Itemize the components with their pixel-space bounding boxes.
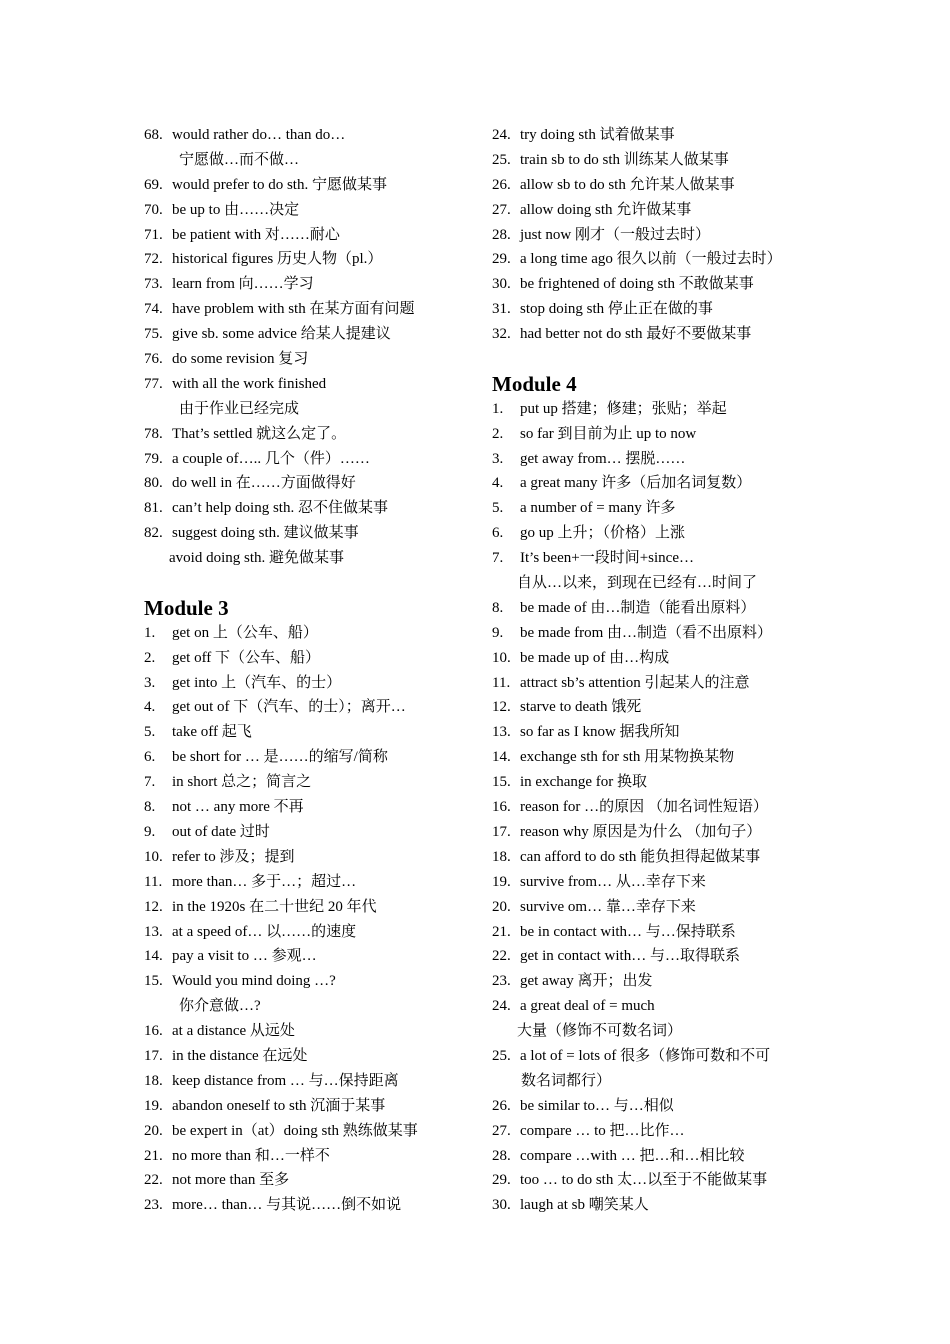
- list-item: [144, 1119, 474, 1144]
- list-item: [492, 123, 822, 148]
- item-text: get in contact with… 与…取得联系: [520, 948, 740, 965]
- item-number: 7.: [144, 774, 156, 791]
- item-text: a lot of = lots of 很多（修饰可数和不可: [520, 1047, 771, 1064]
- list-item: [144, 372, 474, 397]
- item-number: 25.: [492, 151, 511, 168]
- item-text: not … any more 不再: [172, 799, 304, 816]
- list-item: [144, 671, 474, 696]
- item-text: be made up of 由…构成: [520, 649, 670, 666]
- item-number: 14.: [144, 948, 163, 965]
- left-column: [144, 123, 474, 1218]
- item-text: reason for …的原因 （加名词性短语）: [520, 799, 768, 816]
- item-number: 9.: [492, 624, 504, 641]
- item-text: reason why 原因是为什么 （加句子）: [520, 823, 762, 840]
- list-item: [144, 1019, 474, 1044]
- item-text: do well in 在……方面做得好: [172, 475, 356, 492]
- item-number: 82.: [144, 525, 163, 542]
- item-text: a great deal of = much: [520, 998, 655, 1015]
- item-number: 24.: [492, 998, 511, 1015]
- item-number: 28.: [492, 226, 511, 243]
- item-number: 4.: [492, 475, 504, 492]
- item-number: 69.: [144, 176, 163, 193]
- item-text: do some revision 复习: [172, 351, 309, 368]
- item-text: Would you mind doing …?: [172, 973, 336, 990]
- list-item: [144, 422, 474, 447]
- item-text: more… than… 与其说……倒不如说: [172, 1197, 402, 1214]
- item-number: 25.: [492, 1047, 511, 1064]
- list-item: [492, 297, 822, 322]
- item-text: take off 起飞: [172, 724, 252, 741]
- item-text: be expert in（at）doing sth 熟练做某事: [172, 1122, 418, 1139]
- list-item: [144, 646, 474, 671]
- list-item: [144, 297, 474, 322]
- item-text: so far as I know 据我所知: [520, 724, 680, 741]
- list-item-continuation: 你介意做…?: [179, 998, 261, 1015]
- list-item: [492, 447, 822, 472]
- item-text: be short for … 是……的缩写/简称: [172, 749, 388, 766]
- list-item: [144, 1094, 474, 1119]
- item-text: laugh at sb 嘲笑某人: [520, 1197, 649, 1214]
- item-number: 78.: [144, 425, 163, 442]
- item-number: 28.: [492, 1147, 511, 1164]
- item-text: out of date 过时: [172, 823, 270, 840]
- list-item: [492, 920, 822, 945]
- item-text: exchange sth for sth 用某物换某物: [520, 749, 735, 766]
- list-item: [144, 223, 474, 248]
- item-number: 13.: [492, 724, 511, 741]
- item-number: 72.: [144, 251, 163, 268]
- item-text: with all the work finished: [172, 375, 327, 392]
- list-item: [144, 870, 474, 895]
- list-item: [492, 173, 822, 198]
- list-item: [492, 1119, 822, 1144]
- item-number: 19.: [492, 873, 511, 890]
- item-text: a couple of….. 几个（件）……: [172, 450, 370, 467]
- item-text: more than… 多于…；超过…: [172, 873, 357, 890]
- item-text: get out of 下（汽车、的士）；离开…: [172, 699, 406, 716]
- item-number: 3.: [144, 674, 156, 691]
- item-number: 26.: [492, 176, 511, 193]
- left-list-part2: [144, 621, 474, 1218]
- item-text: at a distance 从远处: [172, 1023, 295, 1040]
- list-item: [492, 546, 822, 571]
- item-text: get away 离开；出发: [520, 973, 653, 990]
- item-number: 24.: [492, 127, 511, 143]
- list-item: [492, 471, 822, 496]
- right-list-part2: [492, 397, 822, 1218]
- item-number: 15.: [492, 774, 511, 791]
- item-number: 6.: [144, 749, 156, 766]
- item-text: be made of 由…制造（能看出原料）: [520, 599, 756, 616]
- item-number: 15.: [144, 973, 163, 990]
- item-number: 8.: [492, 599, 504, 616]
- list-item: [144, 845, 474, 870]
- list-item: [492, 223, 822, 248]
- item-text: had better not do sth 最好不要做某事: [520, 326, 752, 343]
- item-number: 18.: [492, 848, 511, 865]
- list-item-continuation: 数名词都行）: [521, 1072, 612, 1089]
- item-number: 18.: [144, 1072, 163, 1089]
- list-item: [492, 944, 822, 969]
- list-item: [144, 1044, 474, 1069]
- module-4-heading: Module 4: [492, 371, 577, 396]
- item-number: 11.: [492, 674, 511, 691]
- list-item: [144, 447, 474, 472]
- list-item: [492, 1094, 822, 1119]
- item-number: 6.: [492, 525, 504, 542]
- item-number: 22.: [492, 948, 511, 965]
- item-number: 26.: [492, 1097, 511, 1114]
- list-item: [492, 820, 822, 845]
- item-number: 2.: [492, 425, 504, 442]
- list-item: [144, 944, 474, 969]
- item-text: in exchange for 换取: [520, 774, 648, 791]
- item-text: in the distance 在远处: [172, 1047, 308, 1064]
- item-text: at a speed of… 以……的速度: [172, 923, 357, 940]
- item-number: 8.: [144, 799, 156, 816]
- item-number: 1.: [144, 624, 156, 641]
- item-text: It’s been+一段时间+since…: [520, 550, 694, 567]
- list-item: [492, 770, 822, 795]
- list-item: [144, 173, 474, 198]
- item-number: 12.: [492, 699, 511, 716]
- item-text: just now 刚才（一般过去时）: [520, 226, 711, 243]
- list-item: [144, 895, 474, 920]
- item-number: 27.: [492, 1122, 511, 1139]
- list-item: [492, 1144, 822, 1169]
- list-item: [492, 720, 822, 745]
- item-number: 21.: [492, 923, 511, 940]
- item-text: survive from… 从…幸存下来: [520, 873, 706, 890]
- list-item: [492, 845, 822, 870]
- item-number: 5.: [492, 500, 504, 517]
- list-item: [144, 1144, 474, 1169]
- item-text: refer to 涉及；提到: [172, 848, 295, 865]
- list-item: [492, 795, 822, 820]
- item-text: a long time ago 很久以前（一般过去时）: [520, 251, 782, 268]
- list-item: [144, 720, 474, 745]
- list-item: [144, 795, 474, 820]
- list-item: [144, 920, 474, 945]
- list-item: [144, 123, 474, 148]
- list-item: [144, 471, 474, 496]
- list-item: [492, 895, 822, 920]
- list-item: [492, 695, 822, 720]
- list-item: [492, 994, 822, 1019]
- item-text: learn from 向……学习: [172, 276, 314, 293]
- spacer: [492, 347, 822, 372]
- item-number: 4.: [144, 699, 156, 716]
- item-text: would rather do… than do…: [172, 127, 346, 143]
- list-item: [144, 1069, 474, 1094]
- item-number: 9.: [144, 823, 156, 840]
- item-number: 7.: [492, 550, 504, 567]
- item-text: in the 1920s 在二十世纪 20 年代: [172, 898, 377, 915]
- item-text: keep distance from … 与…保持距离: [172, 1072, 399, 1089]
- left-list-part1: [144, 123, 474, 571]
- item-text: That’s settled 就这么定了。: [172, 425, 347, 442]
- list-item: [144, 347, 474, 372]
- item-text: so far 到目前为止 up to now: [520, 425, 697, 442]
- item-number: 30.: [492, 1197, 511, 1214]
- item-number: 13.: [144, 923, 163, 940]
- item-number: 14.: [492, 749, 511, 766]
- item-number: 76.: [144, 351, 163, 368]
- item-number: 22.: [144, 1172, 163, 1189]
- item-text: not more than 至多: [172, 1172, 290, 1189]
- item-text: survive om… 靠…幸存下来: [520, 898, 696, 915]
- item-text: get into 上（汽车、的士）: [172, 674, 342, 691]
- item-number: 17.: [144, 1047, 163, 1064]
- item-text: be in contact with… 与…保持联系: [520, 923, 736, 940]
- item-text: suggest doing sth. 建议做某事: [172, 525, 359, 542]
- list-item: [144, 322, 474, 347]
- item-number: 73.: [144, 276, 163, 293]
- item-text: compare …with … 把…和…相比较: [520, 1147, 745, 1164]
- item-text: would prefer to do sth. 宁愿做某事: [172, 176, 387, 193]
- item-number: 19.: [144, 1097, 163, 1114]
- item-number: 20.: [492, 898, 511, 915]
- list-item: [144, 247, 474, 272]
- list-item: [492, 646, 822, 671]
- item-text: compare … to 把…比作…: [520, 1122, 685, 1139]
- list-item: [492, 422, 822, 447]
- item-text: be similar to… 与…相似: [520, 1097, 674, 1114]
- list-item-continuation: avoid doing sth. 避免做某事: [169, 550, 344, 567]
- list-item: [144, 1193, 474, 1218]
- item-number: 29.: [492, 251, 511, 268]
- item-text: be patient with 对……耐心: [172, 226, 340, 243]
- list-item: [492, 496, 822, 521]
- list-item: [492, 1168, 822, 1193]
- list-item: [144, 695, 474, 720]
- item-text: historical figures 历史人物（pl.）: [172, 251, 383, 268]
- item-number: 17.: [492, 823, 511, 840]
- item-number: 12.: [144, 898, 163, 915]
- item-text: no more than 和…一样不: [172, 1147, 330, 1164]
- item-text: abandon oneself to sth 沉湎于某事: [172, 1097, 386, 1114]
- module-3-heading: Module 3: [144, 595, 229, 620]
- spacer: [144, 571, 474, 596]
- item-number: 75.: [144, 326, 163, 343]
- item-number: 21.: [144, 1147, 163, 1164]
- item-text: be made from 由…制造（看不出原料）: [520, 624, 773, 641]
- item-text: get away from… 摆脱……: [520, 450, 686, 467]
- item-number: 10.: [492, 649, 511, 666]
- list-item: [492, 671, 822, 696]
- list-item-continuation: 大量（修饰不可数名词）: [517, 1023, 683, 1040]
- list-item: [144, 272, 474, 297]
- list-item: [144, 621, 474, 646]
- item-text: put up 搭建；修建；张贴；举起: [520, 400, 727, 417]
- item-text: a number of = many 许多: [520, 500, 676, 517]
- item-number: 20.: [144, 1122, 163, 1139]
- item-number: 5.: [144, 724, 156, 741]
- list-item: [492, 870, 822, 895]
- list-item: [144, 1168, 474, 1193]
- list-item: [492, 148, 822, 173]
- item-number: 74.: [144, 301, 163, 318]
- list-item-continuation: 由于作业已经完成: [179, 400, 300, 417]
- item-text: get on 上（公车、船）: [172, 624, 318, 641]
- right-list-part1: [492, 123, 822, 347]
- item-text: can afford to do sth 能负担得起做某事: [520, 848, 761, 865]
- item-number: 29.: [492, 1172, 511, 1189]
- list-item: [492, 198, 822, 223]
- right-column: [492, 123, 822, 1218]
- item-number: 27.: [492, 201, 511, 218]
- item-text: can’t help doing sth. 忍不住做某事: [172, 500, 388, 517]
- item-text: pay a visit to … 参观…: [172, 948, 317, 965]
- item-text: train sb to do sth 训练某人做某事: [520, 151, 729, 168]
- list-item: [144, 820, 474, 845]
- item-number: 3.: [492, 450, 504, 467]
- list-item-continuation: 自从…以来，到现在已经有…时间了: [517, 575, 758, 592]
- list-item: [144, 770, 474, 795]
- item-number: 23.: [492, 973, 511, 990]
- item-text: starve to death 饿死: [520, 699, 642, 716]
- item-number: 71.: [144, 226, 163, 243]
- item-number: 30.: [492, 276, 511, 293]
- item-text: stop doing sth 停止正在做的事: [520, 301, 713, 318]
- list-item: [492, 247, 822, 272]
- list-item: [492, 745, 822, 770]
- list-item: [144, 969, 474, 994]
- item-number: 31.: [492, 301, 511, 318]
- item-text: be up to 由……决定: [172, 201, 300, 218]
- list-item: [492, 1044, 822, 1069]
- item-number: 70.: [144, 201, 163, 218]
- item-text: in short 总之；简言之: [172, 774, 312, 791]
- list-item: [492, 1193, 822, 1218]
- item-text: allow sb to do sth 允许某人做某事: [520, 176, 735, 193]
- list-item: [144, 496, 474, 521]
- item-text: be frightened of doing sth 不敢做某事: [520, 276, 754, 293]
- list-item: [144, 198, 474, 223]
- item-number: 10.: [144, 848, 163, 865]
- list-item: [492, 322, 822, 347]
- list-item: [144, 745, 474, 770]
- item-number: 77.: [144, 375, 163, 392]
- list-item: [492, 521, 822, 546]
- item-text: a great many 许多（后加名词复数）: [520, 475, 752, 492]
- item-number: 80.: [144, 475, 163, 492]
- list-item: [492, 272, 822, 297]
- item-text: get off 下（公车、船）: [172, 649, 321, 666]
- list-item: [144, 521, 474, 546]
- item-text: go up 上升；（价格）上涨: [520, 525, 686, 542]
- item-number: 2.: [144, 649, 156, 666]
- item-number: 32.: [492, 326, 511, 343]
- item-number: 81.: [144, 500, 163, 517]
- list-item: [492, 596, 822, 621]
- item-text: allow doing sth 允许做某事: [520, 201, 692, 218]
- item-number: 1.: [492, 400, 504, 417]
- item-text: too … to do sth 太…以至于不能做某事: [520, 1172, 768, 1189]
- item-text: try doing sth 试着做某事: [520, 127, 675, 143]
- list-item: [492, 621, 822, 646]
- item-number: 79.: [144, 450, 163, 467]
- item-number: 68.: [144, 127, 163, 143]
- list-item-continuation: 宁愿做…而不做…: [179, 151, 300, 168]
- item-number: 16.: [492, 799, 511, 816]
- item-number: 23.: [144, 1197, 163, 1214]
- item-number: 16.: [144, 1023, 163, 1040]
- item-text: give sb. some advice 给某人提建议: [172, 326, 391, 343]
- item-text: attract sb’s attention 引起某人的注意: [520, 674, 750, 691]
- list-item: [492, 969, 822, 994]
- item-text: have problem with sth 在某方面有问题: [172, 301, 415, 318]
- list-item: [492, 397, 822, 422]
- item-number: 11.: [144, 873, 163, 890]
